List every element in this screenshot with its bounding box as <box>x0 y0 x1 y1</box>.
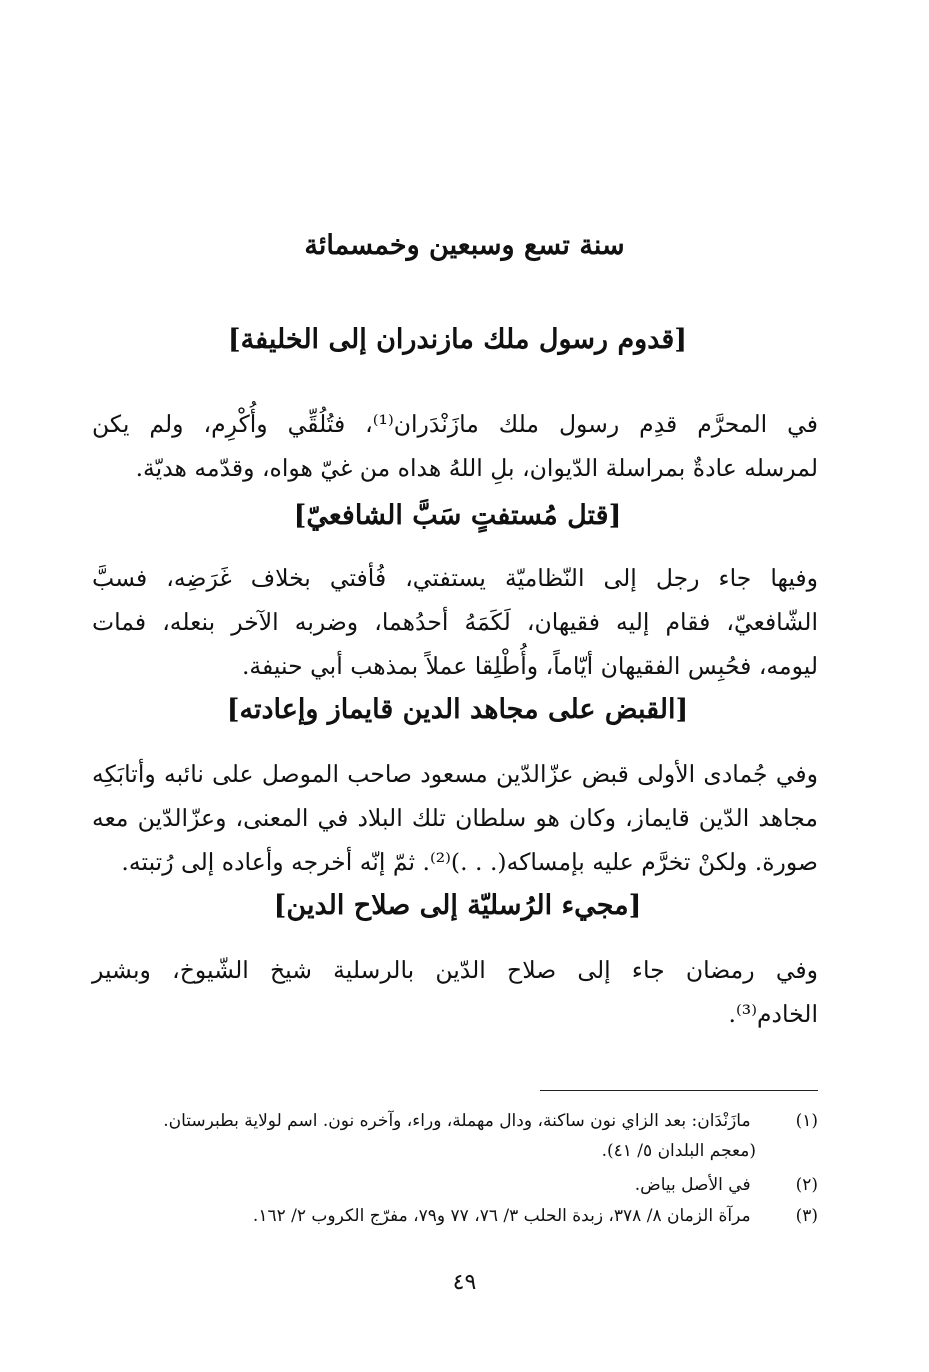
paragraph-line: الشّافعيّ، فقام إليه فقيهان، لَكَمَهُ أحدُهما، وضربه الآخر بنعله، فمات <box>92 608 818 636</box>
paragraph-line: ليومه، فحُبِس الفقيهان أيّاماً، وأُطْلِقا عملاً بمذهب أبي حنيفة. <box>241 652 818 680</box>
page-number: ٤٩ <box>452 1270 477 1295</box>
section-paragraph <box>92 402 818 490</box>
footnote-number: (٣) <box>795 1206 818 1226</box>
footnote-continuation: (معجم البلدان ٥/ ٤١). <box>601 1141 756 1161</box>
footnote-separator <box>540 1090 818 1091</box>
paragraph-line: وفيها جاء رجل إلى النّظاميّة يستفتي، فُأفتي بخلاف غَرَضِه، فسبَّ <box>92 564 818 592</box>
section-paragraph <box>92 948 818 1036</box>
footnote <box>92 1108 818 1134</box>
section-heading: [قتل مُستفتٍ سَبَّ الشافعيّ] <box>293 500 622 531</box>
footnote-text: مرآة الزمان ٨/ ٣٧٨، زبدة الحلب ٣/ ٧٦، ٧٧ و٧٩، مفرّج الكروب ٢/ ١٦٢. <box>252 1206 751 1226</box>
paragraph-line: في المحرَّم قدِم رسول ملك مازَنْدَران⁽¹⁾، فتُلُقِّي وأُكْرِم، ولم يكن <box>92 410 818 438</box>
footnote-number: (١) <box>795 1111 818 1131</box>
paragraph-line: مجاهد الدّين قايماز، وكان هو سلطان تلك البلاد في المعنى، وعزّالدّين معه <box>92 804 818 832</box>
paragraph-line: لمرسله عادةٌ بمراسلة الدّيوان، بلِ اللهُ هداه من غيّ هواه، وقدّمه هديّة. <box>135 454 818 482</box>
footnote-number: (٢) <box>795 1175 818 1195</box>
section-heading: [قدوم رسول ملك مازندران إلى الخليفة] <box>227 324 688 355</box>
paragraph-line: وفي رمضان جاء إلى صلاح الدّين بالرسلية شيخ الشّيوخ، وبشير <box>92 956 818 984</box>
footnote <box>92 1203 818 1229</box>
section-paragraph <box>92 556 818 688</box>
footnote <box>92 1172 818 1198</box>
paragraph-line: وفي جُمادى الأولى قبض عزّالدّين مسعود صاحب الموصل على نائبه وأتابَكِه <box>92 760 818 788</box>
section-paragraph <box>92 752 818 884</box>
footnote-text: في الأصل بياض. <box>634 1175 751 1195</box>
section-heading: [القبض على مجاهد الدين قايماز وإعادته] <box>226 694 689 725</box>
year-title: سنة تسع وسبعين وخمسمائة <box>304 230 625 261</box>
paragraph-line: الخادم⁽³⁾. <box>728 1000 818 1028</box>
section-heading: [مجيء الرُسليّة إلى صلاح الدين] <box>273 890 642 921</box>
paragraph-line: صورة. ولكنْ تخرَّم عليه بإمساكه(. . .)⁽²⁾. ثمّ إنّه أخرجه وأعاده إلى رُتبته. <box>121 848 818 876</box>
footnote-text: مازَنْدَان: بعد الزاي نون ساكنة، ودال مهملة، وراء، وآخره نون. اسم لولاية بطبرستان. <box>163 1111 751 1131</box>
